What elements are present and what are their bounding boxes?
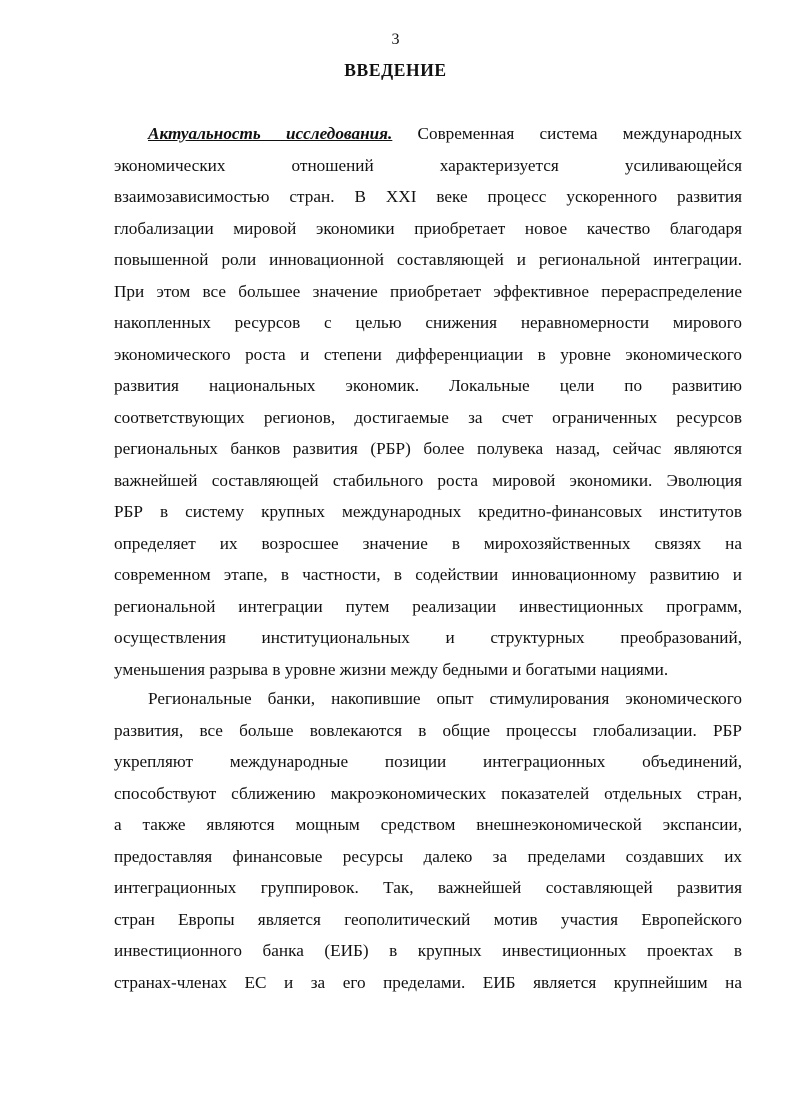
paragraph-line: интеграционных группировок. Так, важнейшей составляющей развития xyxy=(114,878,742,897)
paragraph-line: способствуют сближению макроэкономических показателей отдельных стран, xyxy=(114,783,742,803)
line-continuation: Современная система международных xyxy=(392,124,743,143)
paragraph-line: важнейшей составляющей стабильного роста мировой экономики. Эволюция xyxy=(114,470,742,490)
lead-term: Актуальность исследования. xyxy=(148,124,393,143)
paragraph-line xyxy=(114,118,742,150)
paragraph-line: определяет их возросшее значение в мирохозяйственных связях на xyxy=(114,533,742,553)
paragraph-line: глобализации мировой экономики приобретает новое качество благодаря xyxy=(114,218,742,238)
paragraph-line: уменьшения разрыва в уровне жизни между бедными и богатыми нациями. xyxy=(114,659,669,679)
paragraph-line: региональных банков развития (РБР) более полувека назад, сейчас являются xyxy=(114,439,742,458)
paragraph-line: экономических отношений характеризуется усиливающейся xyxy=(114,155,742,175)
paragraph-line: укрепляют международные позиции интеграционных объединений, xyxy=(114,752,742,771)
paragraph-line: При этом все большее значение приобретает эффективное перераспределение xyxy=(114,281,742,301)
paragraph-line: развития национальных экономик. Локальные цели по развитию xyxy=(114,376,742,395)
paragraph-line: развития, все больше вовлекаются в общие процессы глобализации. РБР xyxy=(114,720,742,740)
paragraph-line: накопленных ресурсов с целью снижения неравномерности мирового xyxy=(114,313,742,332)
paragraph-line: взаимозависимостью стран. В XXI веке процесс ускоренного развития xyxy=(114,187,742,206)
paragraph-regional-banks xyxy=(114,683,742,998)
paragraph-line: инвестиционного банка (ЕИБ) в крупных инвестиционных проектах в xyxy=(114,941,742,960)
paragraph-line: РБР в систему крупных международных кредитно-финансовых институтов xyxy=(114,502,742,521)
paragraph-line: повышенной роли инновационной составляющей и региональной интеграции. xyxy=(114,250,742,269)
paragraph-relevance xyxy=(114,118,742,685)
section-heading: ВВЕДЕНИЕ xyxy=(344,60,447,80)
paragraph-line: современном этапе, в частности, в содействии инновационному развитию и xyxy=(114,565,742,584)
paragraph-line: региональной интеграции путем реализации инвестиционных программ, xyxy=(114,596,742,616)
paragraph-line: а также являются мощным средством внешнеэкономической экспансии, xyxy=(114,815,742,834)
paragraph-line: предоставляя финансовые ресурсы далеко за пределами создавших их xyxy=(114,846,742,866)
paragraph-line: экономического роста и степени дифференциации в уровне экономического xyxy=(114,344,742,364)
page-number: 3 xyxy=(391,31,400,48)
paragraph-line: странах-членах ЕС и за его пределами. ЕИБ является крупнейшим на xyxy=(114,972,742,992)
paragraph-line: осуществления институциональных и структурных преобразований, xyxy=(114,628,742,647)
paragraph-line: Региональные банки, накопившие опыт стимулирования экономического xyxy=(148,689,742,708)
paragraph-line: соответствующих регионов, достигаемые за счет ограниченных ресурсов xyxy=(114,407,742,427)
paragraph-line: стран Европы является геополитический мотив участия Европейского xyxy=(114,909,742,929)
